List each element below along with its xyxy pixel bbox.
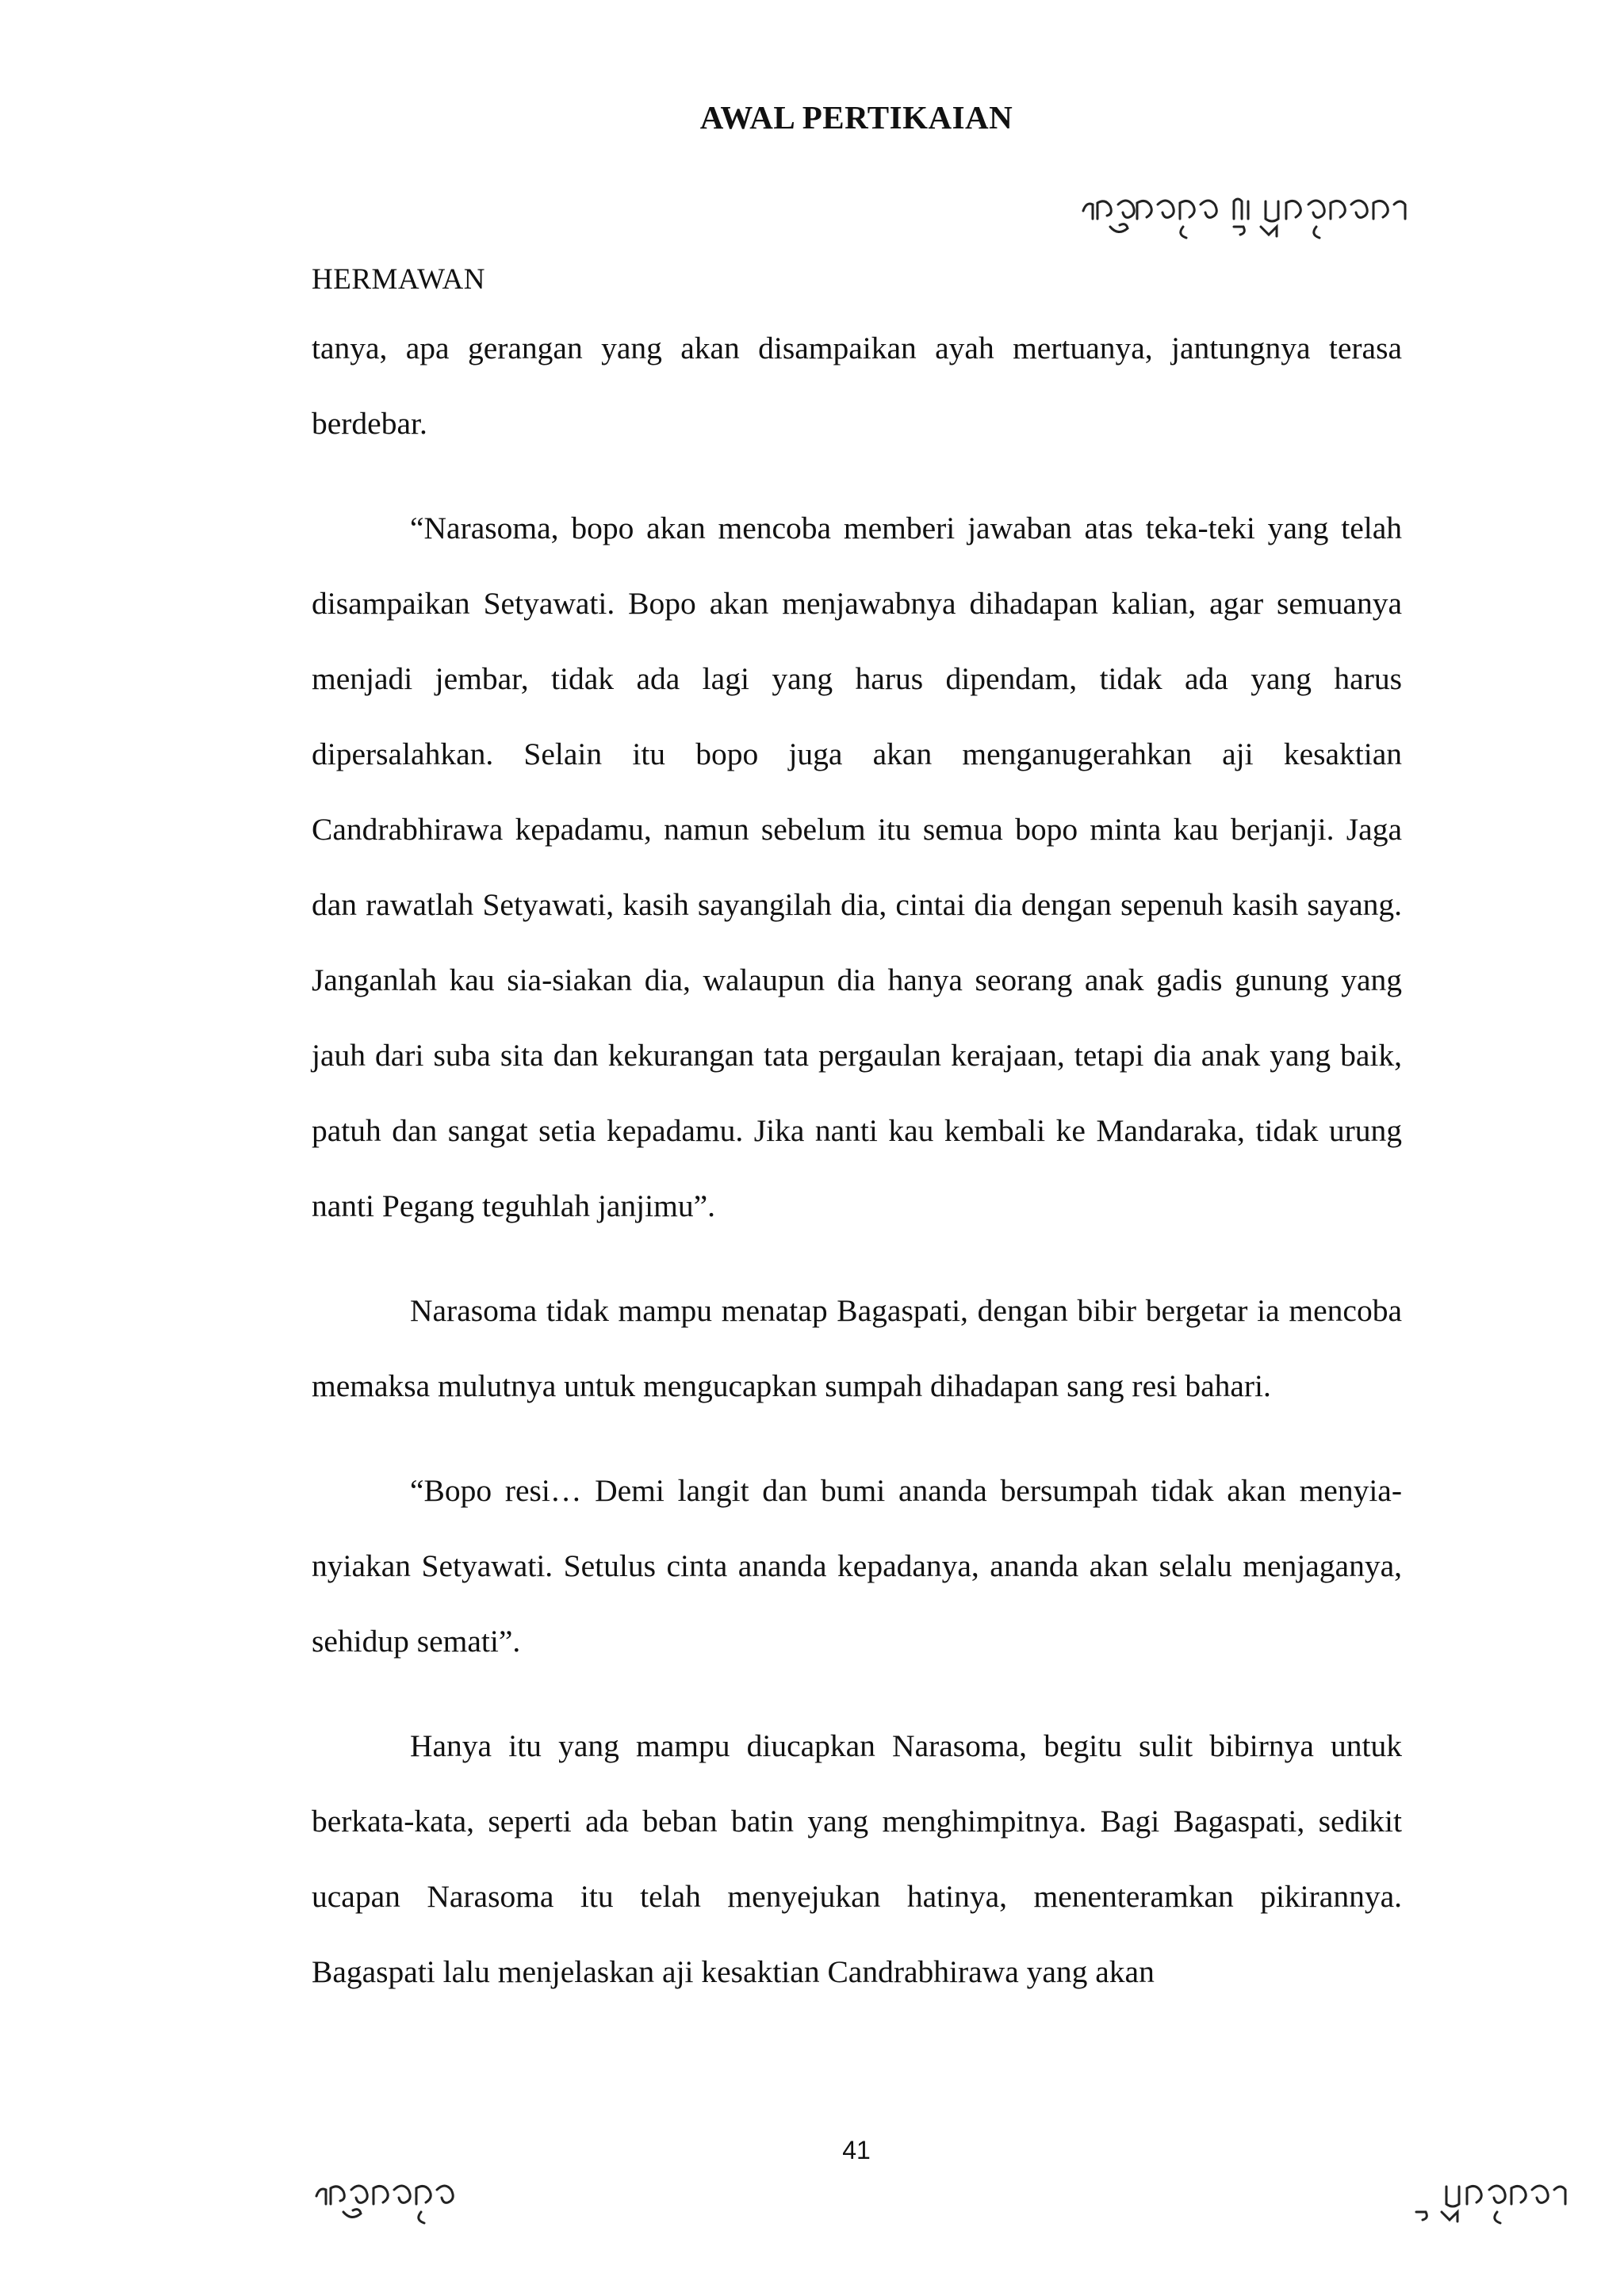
story-paragraph: “Narasoma, bopo akan mencoba memberi jawaban atas teka-teki yang telah disampaikan Setyawati. Bopo akan menjawabnya dihadapan kalian, agar semuanya menjadi jembar, tidak ada lagi yang harus dipendam, tidak ada yang harus dipersalahkan. Selain itu bopo juga akan menganugerahkan aji kesaktian Candrabhirawa kepadamu, namun sebelum itu semua bopo minta kau berjanji. Jaga dan rawatlah Setyawati, kasih sayangilah dia, cintai dia dengan sepenuh kasih sayang. Janganlah kau sia-siakan dia, walaupun dia hanya seorang anak gadis gunung yang jauh dari suba sita dan kekurangan tata pergaulan kerajaan, tetapi dia anak yang baik, patuh dan sangat setia kepadamu. Jika nanti kau kembali ke Mandaraka, tidak urung nanti Pegang teguhlah janjimu”. [312, 511, 1402, 1223]
story-paragraph: Hanya itu yang mampu diucapkan Narasoma, begitu sulit bibirnya untuk berkata-kata, seperti ada beban batin yang menghimpitnya. Bagi Bagaspati, sedikit ucapan Narasoma itu telah menyejukan hatinya, menenteramkan pikirannya. Bagaspati lalu menjelaskan aji kesaktian Candrabhirawa yang akan [312, 1728, 1402, 1989]
javanese-script-header-emblem [1078, 187, 1411, 241]
javanese-script-header-glyphs [1078, 187, 1411, 241]
story-paragraph: Narasoma tidak mampu menatap Bagaspati, dengan bibir bergetar ia mencoba memaksa mulutnya untuk mengucapkan sumpah dihadapan sang resi bahari. [312, 1293, 1402, 1403]
story-paragraph: tanya, apa gerangan yang akan disampaikan ayah mertuanya, jantungnya terasa berdebar. [312, 331, 1402, 441]
javanese-script-footer-right [1411, 2172, 1570, 2226]
javanese-script-footer-left-glyphs [312, 2172, 494, 2226]
story-body [312, 311, 1402, 2010]
javanese-script-footer-left [312, 2172, 494, 2226]
chapter-title: AWAL PERTIKAIAN [699, 99, 1013, 136]
author-name: HERMAWAN [312, 263, 485, 296]
page-number: 41 [842, 2136, 871, 2164]
javanese-script-footer-right-glyphs [1411, 2172, 1570, 2226]
story-paragraph: “Bopo resi… Demi langit dan bumi ananda bersumpah tidak akan menyia-nyiakan Setyawati. Setulus cinta ananda kepadanya, ananda akan selalu menjaganya, sehidup semati”. [312, 1473, 1402, 1659]
